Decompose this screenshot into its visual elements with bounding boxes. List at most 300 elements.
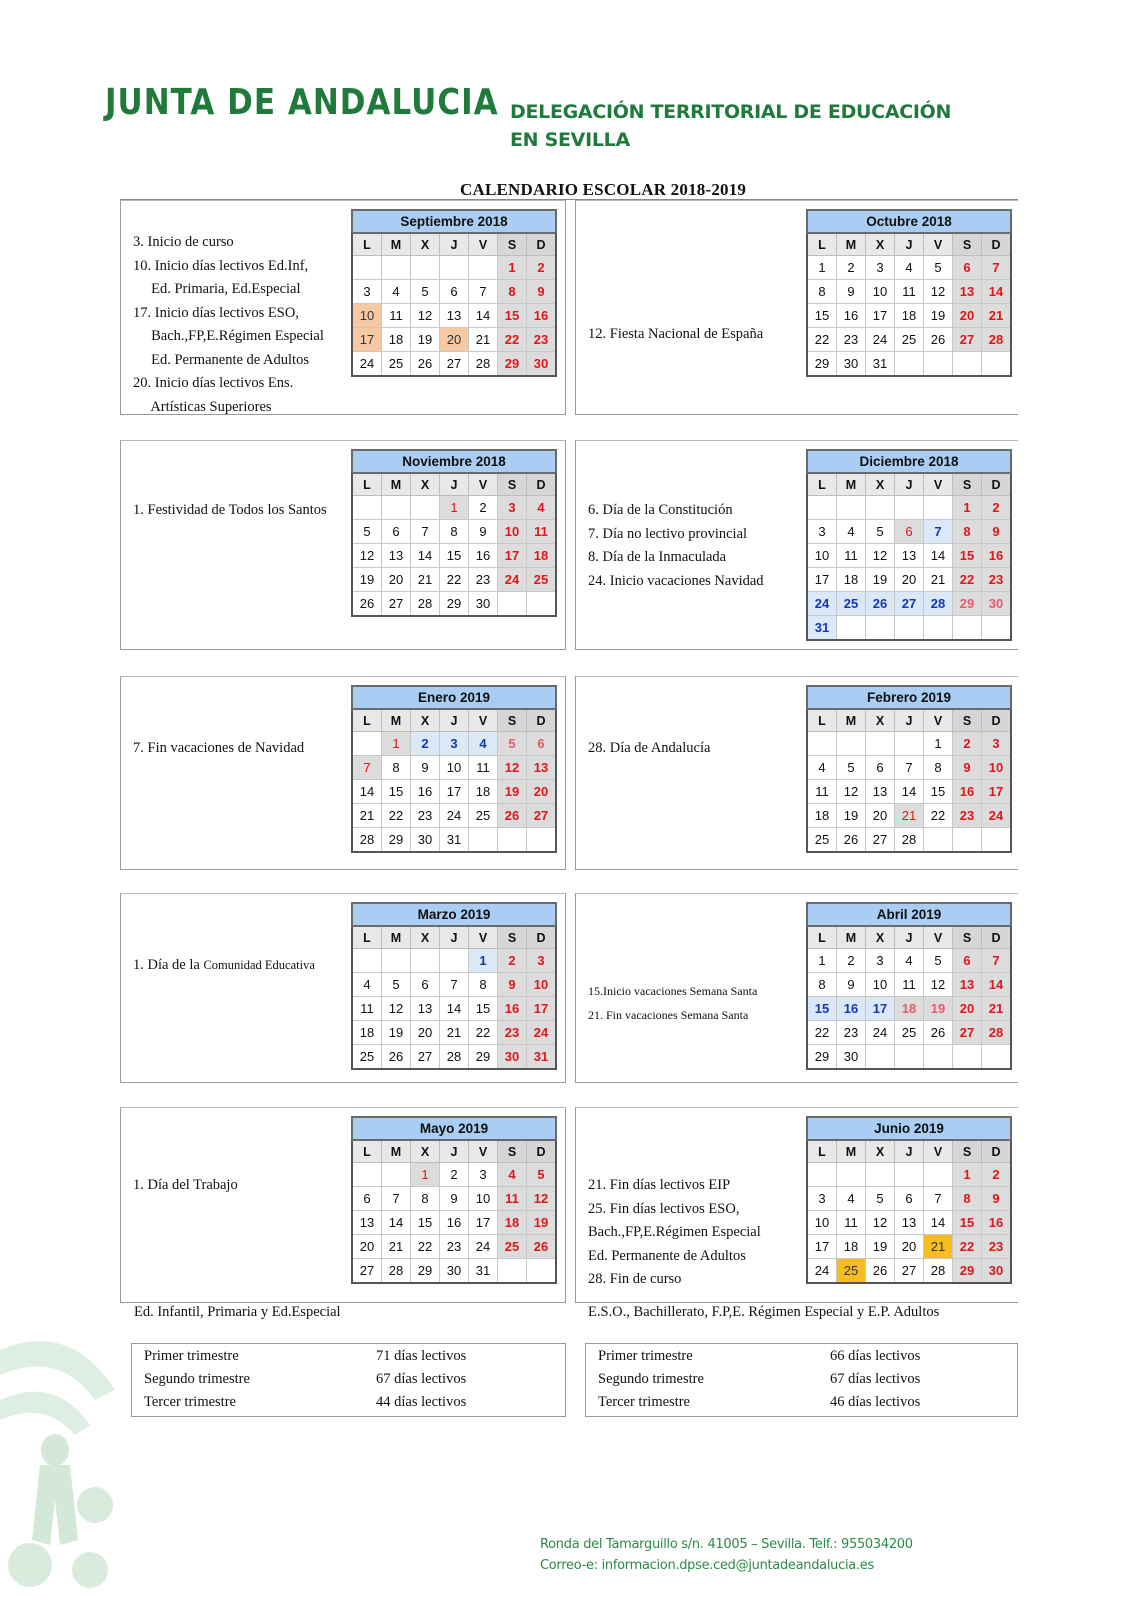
day-cell: 20 [440, 328, 469, 352]
empty-cell [866, 496, 895, 520]
day-cell: 25 [807, 828, 837, 853]
day-cell: 1 [440, 496, 469, 520]
day-cell: 15 [924, 780, 953, 804]
day-cell: 22 [953, 1235, 982, 1259]
day-cell: 7 [924, 1187, 953, 1211]
day-cell: 19 [924, 304, 953, 328]
weekday-header: V [469, 709, 498, 732]
day-cell: 14 [982, 973, 1012, 997]
day-cell: 22 [924, 804, 953, 828]
row-label: Tercer trimestre [144, 1394, 236, 1410]
month-panel [575, 1107, 1018, 1303]
day-cell: 11 [527, 520, 557, 544]
day-cell: 8 [498, 280, 527, 304]
day-cell: 29 [411, 1259, 440, 1284]
weekday-header: S [498, 233, 527, 256]
note-line: 6. Día de la Constitución [588, 502, 733, 518]
day-cell: 5 [382, 973, 411, 997]
day-cell: 19 [527, 1211, 557, 1235]
month-title: Marzo 2019 [352, 903, 556, 926]
empty-cell [866, 616, 895, 641]
week-row [352, 732, 556, 756]
day-cell: 15 [469, 997, 498, 1021]
day-cell: 31 [469, 1259, 498, 1284]
week-row [807, 1259, 1011, 1284]
weekday-header: J [895, 473, 924, 496]
row-value: 71 días lectivos [376, 1348, 467, 1364]
day-cell: 11 [837, 544, 866, 568]
day-cell: 3 [866, 949, 895, 973]
month-calendar [351, 1116, 557, 1284]
day-cell: 13 [411, 997, 440, 1021]
week-row [352, 804, 556, 828]
day-cell: 12 [837, 780, 866, 804]
day-cell: 1 [807, 949, 837, 973]
day-cell: 8 [807, 280, 837, 304]
day-cell: 26 [411, 352, 440, 377]
weekday-header: S [498, 1140, 527, 1163]
empty-cell [837, 1163, 866, 1187]
day-cell: 7 [982, 256, 1012, 280]
day-cell: 8 [953, 520, 982, 544]
weekday-header: M [382, 709, 411, 732]
day-cell: 9 [440, 1187, 469, 1211]
week-row [807, 544, 1011, 568]
month-title: Abril 2019 [807, 903, 1011, 926]
day-cell: 8 [382, 756, 411, 780]
day-cell: 16 [982, 544, 1012, 568]
weekday-header: J [895, 709, 924, 732]
weekday-header: L [352, 233, 382, 256]
day-cell: 27 [411, 1045, 440, 1070]
day-cell: 3 [866, 256, 895, 280]
day-cell: 24 [866, 1021, 895, 1045]
week-row [807, 256, 1011, 280]
month-title: Octubre 2018 [807, 210, 1011, 233]
weekday-header: D [527, 233, 557, 256]
day-cell: 29 [807, 352, 837, 377]
week-row [807, 352, 1011, 377]
day-cell: 18 [807, 804, 837, 828]
day-cell: 19 [411, 328, 440, 352]
month-title: Diciembre 2018 [807, 450, 1011, 473]
day-cell: 11 [837, 1211, 866, 1235]
day-cell: 16 [498, 997, 527, 1021]
day-cell: 14 [469, 304, 498, 328]
day-cell: 2 [837, 256, 866, 280]
empty-cell [866, 1045, 895, 1070]
day-cell: 26 [924, 1021, 953, 1045]
day-cell: 29 [469, 1045, 498, 1070]
week-row [807, 1021, 1011, 1045]
day-cell: 3 [352, 280, 382, 304]
day-cell: 28 [982, 1021, 1012, 1045]
empty-cell [440, 949, 469, 973]
day-cell: 20 [527, 780, 557, 804]
day-cell: 16 [469, 544, 498, 568]
month-notes [133, 954, 315, 978]
day-cell: 5 [866, 1187, 895, 1211]
empty-cell [411, 949, 440, 973]
weekday-header: X [411, 709, 440, 732]
empty-cell [382, 1163, 411, 1187]
day-cell: 2 [837, 949, 866, 973]
note-line: Ed. Primaria, Ed.Especial [133, 281, 301, 297]
weekday-header: X [866, 926, 895, 949]
note-line: 28. Día de Andalucía [588, 740, 711, 756]
day-cell: 10 [527, 973, 557, 997]
week-row [807, 997, 1011, 1021]
row-label: Segundo trimestre [144, 1371, 250, 1387]
empty-cell [924, 828, 953, 853]
weekday-header: V [469, 1140, 498, 1163]
row-label: Tercer trimestre [598, 1394, 690, 1410]
day-cell: 18 [469, 780, 498, 804]
weekday-header: S [953, 926, 982, 949]
day-cell: 10 [469, 1187, 498, 1211]
note-line: 8. Día de la Inmaculada [588, 549, 727, 565]
day-cell: 30 [982, 592, 1012, 616]
day-cell: 21 [982, 997, 1012, 1021]
month-calendar [351, 449, 557, 617]
day-cell: 5 [498, 732, 527, 756]
note-prefix: 1. Día de la [133, 957, 204, 973]
delegation-line-2: EN SEVILLA [510, 129, 630, 151]
day-cell: 5 [924, 949, 953, 973]
day-cell: 22 [411, 1235, 440, 1259]
delegation-title [510, 98, 951, 154]
empty-cell [982, 352, 1012, 377]
day-cell: 13 [527, 756, 557, 780]
day-cell: 26 [527, 1235, 557, 1259]
weekday-header: M [837, 709, 866, 732]
day-cell: 11 [498, 1187, 527, 1211]
day-cell: 1 [469, 949, 498, 973]
empty-cell [895, 1163, 924, 1187]
day-cell: 5 [837, 756, 866, 780]
day-cell: 3 [807, 520, 837, 544]
day-cell: 29 [807, 1045, 837, 1070]
note-line: 3. Inicio de curso [133, 234, 234, 250]
week-row [807, 520, 1011, 544]
day-cell: 20 [411, 1021, 440, 1045]
day-cell: 14 [411, 544, 440, 568]
week-row [807, 592, 1011, 616]
day-cell: 10 [866, 973, 895, 997]
day-cell: 18 [527, 544, 557, 568]
day-cell: 11 [469, 756, 498, 780]
day-cell: 27 [953, 1021, 982, 1045]
row-value: 46 días lectivos [830, 1394, 921, 1410]
weekday-header: L [352, 473, 382, 496]
day-cell: 25 [837, 592, 866, 616]
day-cell: 21 [982, 304, 1012, 328]
weekday-header: D [982, 1140, 1012, 1163]
day-cell: 21 [382, 1235, 411, 1259]
day-cell: 12 [924, 973, 953, 997]
day-cell: 17 [982, 780, 1012, 804]
day-cell: 4 [352, 973, 382, 997]
day-cell: 25 [895, 328, 924, 352]
week-row [352, 352, 556, 377]
day-cell: 6 [411, 973, 440, 997]
day-cell: 26 [837, 828, 866, 853]
week-row [807, 304, 1011, 328]
note-line [588, 276, 763, 300]
month-panel [575, 676, 1018, 870]
note-line: 1. Día del Trabajo [133, 1177, 238, 1193]
weekday-header: D [527, 473, 557, 496]
day-cell: 15 [953, 1211, 982, 1235]
empty-cell [469, 256, 498, 280]
day-cell: 26 [866, 592, 895, 616]
day-cell: 11 [352, 997, 382, 1021]
weekday-header: X [411, 473, 440, 496]
weekday-header: M [382, 233, 411, 256]
org-logo-text: JUNTA DE ANDALUCIA [105, 82, 499, 124]
day-cell: 23 [982, 1235, 1012, 1259]
day-cell: 1 [382, 732, 411, 756]
day-cell: 18 [382, 328, 411, 352]
day-cell: 13 [895, 544, 924, 568]
day-cell: 13 [440, 304, 469, 328]
day-cell: 9 [837, 280, 866, 304]
day-cell: 7 [352, 756, 382, 780]
month-panel [120, 440, 566, 650]
empty-cell [953, 828, 982, 853]
weekday-header: V [469, 233, 498, 256]
week-row [807, 949, 1011, 973]
day-cell: 1 [498, 256, 527, 280]
day-cell: 5 [352, 520, 382, 544]
day-cell: 30 [982, 1259, 1012, 1284]
day-cell: 2 [498, 949, 527, 973]
day-cell: 20 [866, 804, 895, 828]
weekday-header: L [352, 709, 382, 732]
day-cell: 28 [895, 828, 924, 853]
day-cell: 8 [953, 1187, 982, 1211]
day-cell: 6 [440, 280, 469, 304]
week-row [352, 1259, 556, 1284]
weekday-header: S [953, 1140, 982, 1163]
day-cell: 3 [807, 1187, 837, 1211]
day-cell: 21 [924, 568, 953, 592]
weekday-header: L [807, 1140, 837, 1163]
day-cell: 6 [382, 520, 411, 544]
day-cell: 27 [352, 1259, 382, 1284]
row-label: Segundo trimestre [598, 1371, 704, 1387]
month-calendar [351, 902, 557, 1070]
weekday-header: V [924, 709, 953, 732]
weekday-header: L [807, 926, 837, 949]
weekday-header: V [469, 473, 498, 496]
weekday-header: M [382, 1140, 411, 1163]
weekday-header: D [982, 473, 1012, 496]
day-cell: 17 [352, 328, 382, 352]
day-cell: 21 [895, 804, 924, 828]
empty-cell [837, 732, 866, 756]
day-cell: 16 [953, 780, 982, 804]
day-cell: 28 [924, 1259, 953, 1284]
weekday-header: X [411, 233, 440, 256]
empty-cell [837, 496, 866, 520]
note-line: Artísticas Superiores [133, 398, 272, 415]
day-cell: 7 [440, 973, 469, 997]
row-value: 66 días lectivos [830, 1348, 921, 1364]
weekday-header: S [953, 233, 982, 256]
day-cell: 15 [498, 304, 527, 328]
note-line: Bach.,FP,E.Régimen Especial [133, 328, 324, 344]
weekday-header: M [382, 926, 411, 949]
note-line: 1. Festividad de Todos los Santos [133, 502, 327, 518]
month-panel [120, 893, 566, 1083]
day-cell: 21 [352, 804, 382, 828]
footer-address: Ronda del Tamarguillo s/n. 41005 – Sevilla. Telf.: 955034200 [540, 1537, 913, 1552]
week-row [807, 1163, 1011, 1187]
day-cell: 28 [982, 328, 1012, 352]
summary-left-title: Ed. Infantil, Primaria y Ed.Especial [134, 1304, 341, 1320]
month-calendar [806, 1116, 1012, 1284]
day-cell: 20 [352, 1235, 382, 1259]
month-notes [588, 499, 764, 593]
day-cell: 1 [807, 256, 837, 280]
month-title: Enero 2019 [352, 686, 556, 709]
note-line: Ed. Permanente de Adultos [133, 351, 309, 368]
day-cell: 12 [498, 756, 527, 780]
weekday-header: M [382, 473, 411, 496]
day-cell: 10 [866, 280, 895, 304]
weekday-header: M [837, 926, 866, 949]
day-cell: 18 [895, 997, 924, 1021]
day-cell: 4 [807, 756, 837, 780]
month-title: Febrero 2019 [807, 686, 1011, 709]
month-title: Septiembre 2018 [352, 210, 556, 233]
empty-cell [352, 732, 382, 756]
day-cell: 13 [382, 544, 411, 568]
week-row [807, 568, 1011, 592]
weekday-header: L [807, 473, 837, 496]
day-cell: 29 [382, 828, 411, 853]
weekday-header: D [982, 233, 1012, 256]
week-row [352, 1045, 556, 1070]
weekday-header: D [527, 926, 557, 949]
month-panel [575, 440, 1018, 650]
day-cell: 5 [924, 256, 953, 280]
week-row [807, 756, 1011, 780]
summary-right-table [585, 1343, 1018, 1417]
day-cell: 7 [895, 756, 924, 780]
week-row [352, 496, 556, 520]
day-cell: 7 [982, 949, 1012, 973]
day-cell: 9 [953, 756, 982, 780]
day-cell: 22 [382, 804, 411, 828]
day-cell: 5 [866, 520, 895, 544]
note-line: 10. Inicio días lectivos Ed.Inf, [133, 257, 309, 274]
day-cell: 14 [895, 780, 924, 804]
day-cell: 25 [527, 568, 557, 592]
weekday-header: X [411, 1140, 440, 1163]
day-cell: 12 [924, 280, 953, 304]
day-cell: 19 [352, 568, 382, 592]
day-cell: 18 [895, 304, 924, 328]
empty-cell [924, 352, 953, 377]
day-cell: 2 [440, 1163, 469, 1187]
day-cell: 17 [807, 568, 837, 592]
day-cell: 24 [807, 1259, 837, 1284]
empty-cell [382, 496, 411, 520]
weekday-header: X [866, 233, 895, 256]
day-cell: 21 [440, 1021, 469, 1045]
day-cell: 31 [807, 616, 837, 641]
note-line: 20. Inicio días lectivos Ens. [133, 375, 294, 391]
day-cell: 4 [837, 520, 866, 544]
day-cell: 28 [469, 352, 498, 377]
day-cell: 17 [807, 1235, 837, 1259]
week-row [807, 328, 1011, 352]
day-cell: 11 [895, 973, 924, 997]
weekday-header: J [895, 926, 924, 949]
row-value: 67 días lectivos [830, 1371, 921, 1387]
day-cell: 15 [411, 1211, 440, 1235]
weekday-header: X [411, 926, 440, 949]
day-cell: 24 [498, 568, 527, 592]
month-panel [575, 893, 1018, 1083]
month-title: Junio 2019 [807, 1117, 1011, 1140]
day-cell: 15 [807, 997, 837, 1021]
weekday-header: X [866, 473, 895, 496]
day-cell: 4 [469, 732, 498, 756]
day-cell: 20 [382, 568, 411, 592]
day-cell: 20 [953, 997, 982, 1021]
day-cell: 22 [807, 1021, 837, 1045]
empty-cell [807, 1163, 837, 1187]
empty-cell [866, 1163, 895, 1187]
day-cell: 29 [440, 592, 469, 617]
day-cell: 23 [527, 328, 557, 352]
day-cell: 10 [807, 1211, 837, 1235]
empty-cell [982, 616, 1012, 641]
day-cell: 1 [411, 1163, 440, 1187]
day-cell: 31 [440, 828, 469, 853]
week-row [352, 568, 556, 592]
day-cell: 23 [411, 804, 440, 828]
month-title: Mayo 2019 [352, 1117, 556, 1140]
row-label: Primer trimestre [144, 1348, 239, 1364]
weekday-header: L [807, 709, 837, 732]
week-row [352, 973, 556, 997]
weekday-header: D [982, 709, 1012, 732]
day-cell: 4 [527, 496, 557, 520]
day-cell: 25 [837, 1259, 866, 1284]
empty-cell [895, 616, 924, 641]
day-cell: 3 [498, 496, 527, 520]
day-cell: 16 [440, 1211, 469, 1235]
empty-cell [953, 616, 982, 641]
day-cell: 23 [498, 1021, 527, 1045]
empty-cell [924, 496, 953, 520]
empty-cell [411, 256, 440, 280]
summary-right-title: E.S.O., Bachillerato, F.P,E. Régimen Especial y E.P. Adultos [588, 1304, 940, 1320]
week-row [352, 1187, 556, 1211]
month-calendar [351, 209, 557, 377]
weekday-header: D [527, 709, 557, 732]
day-cell: 29 [953, 1259, 982, 1284]
month-calendar [351, 685, 557, 853]
day-cell: 14 [352, 780, 382, 804]
month-calendar [806, 685, 1012, 853]
week-row [807, 804, 1011, 828]
week-row [352, 780, 556, 804]
